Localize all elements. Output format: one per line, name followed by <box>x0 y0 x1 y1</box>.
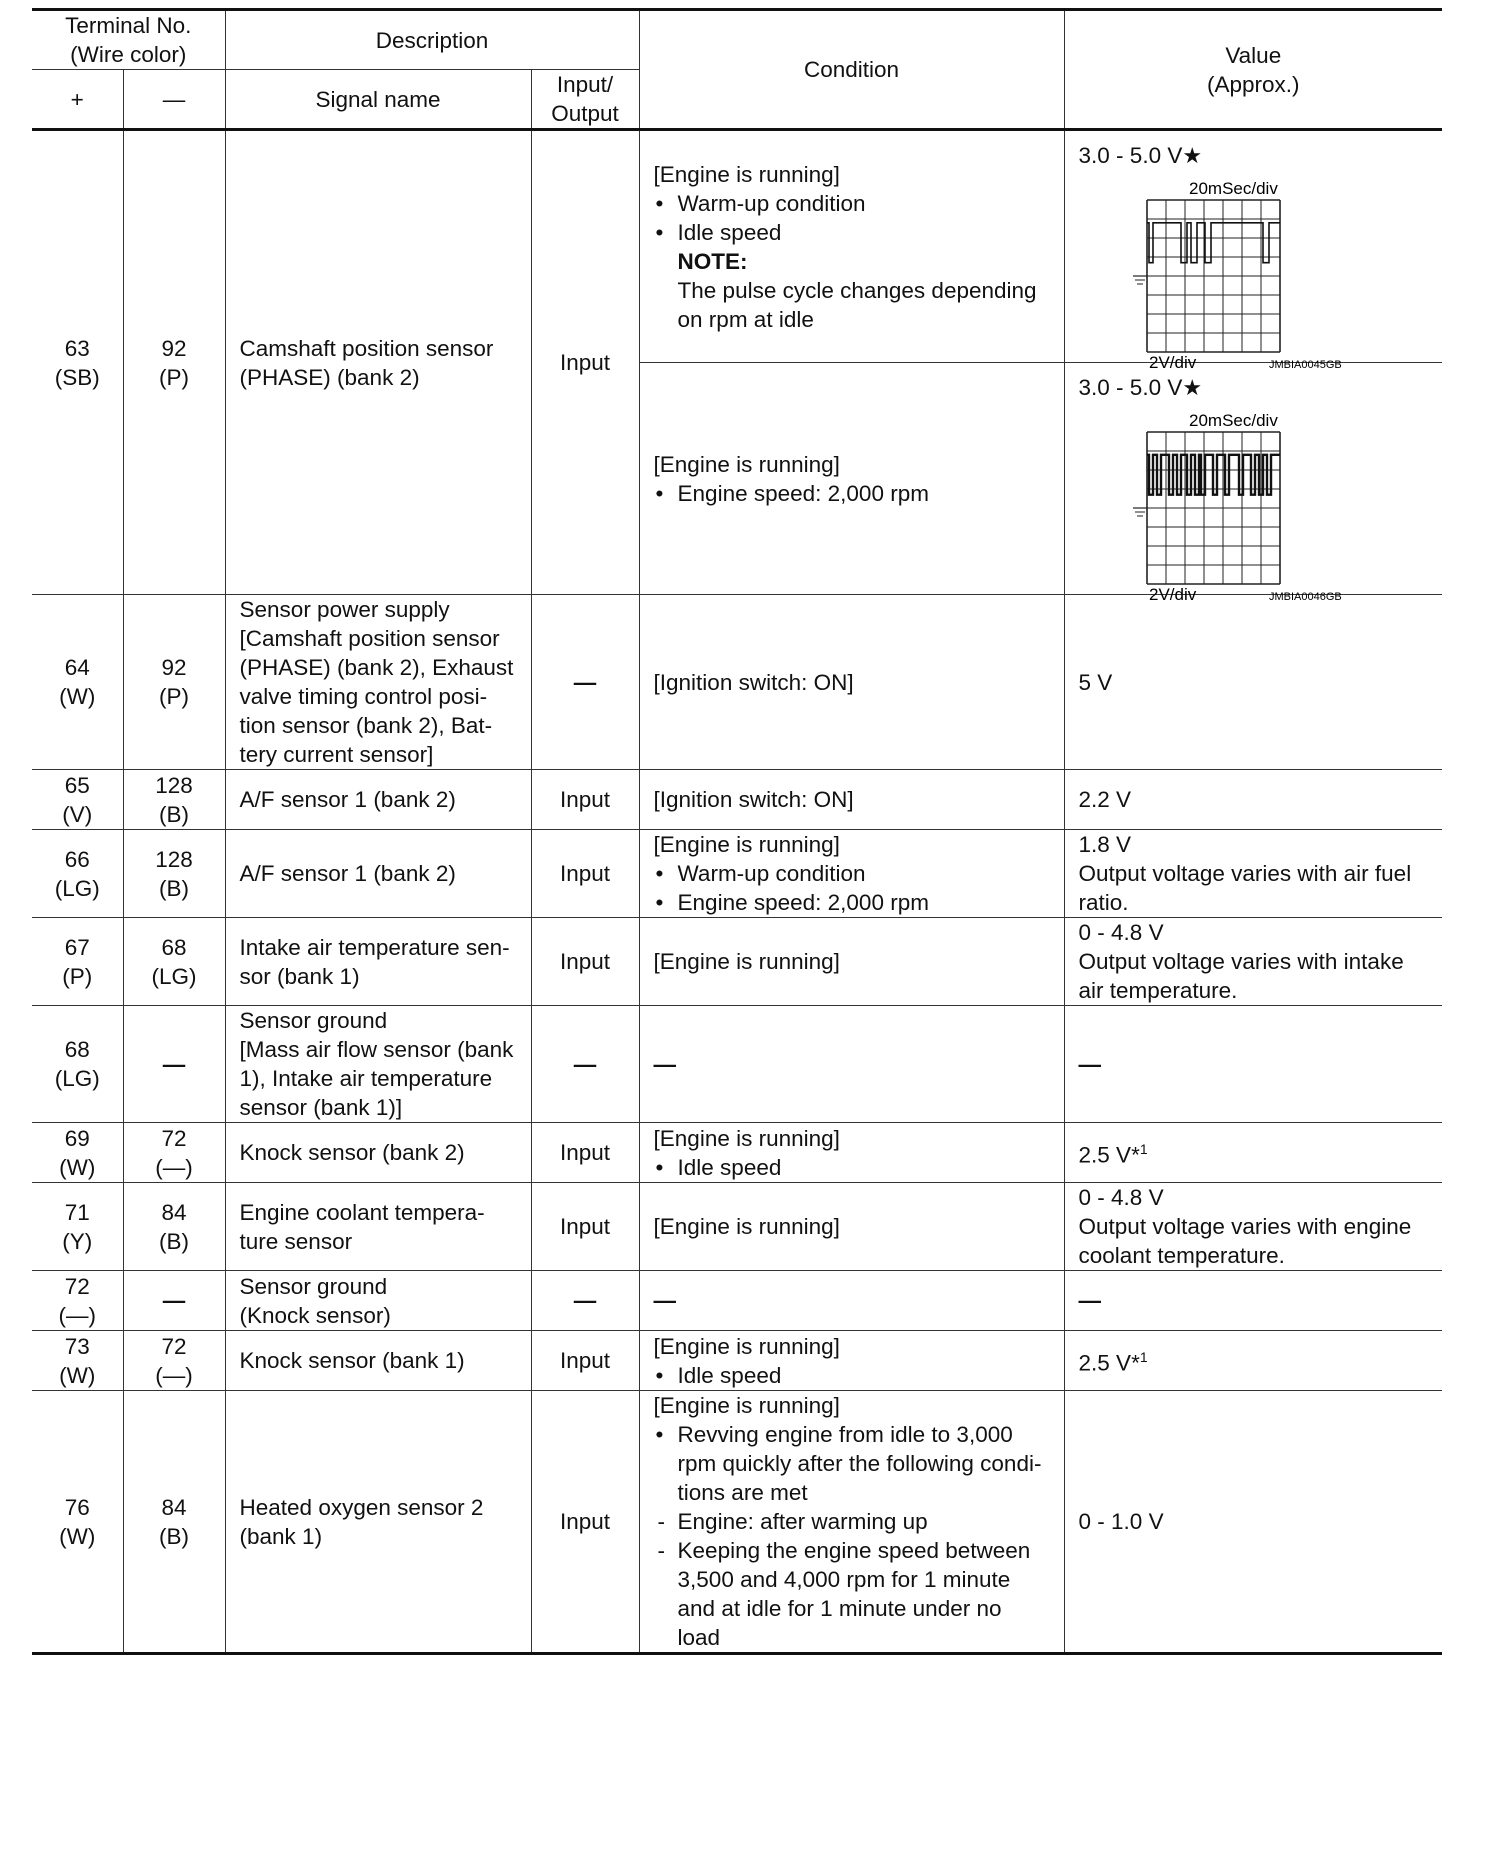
waveform-volt-label: 2V/div <box>1148 353 1196 372</box>
condition-cell <box>639 918 1064 1006</box>
value-text: 2.5 V* <box>1078 1350 1140 1376</box>
value-cell <box>1064 1123 1442 1183</box>
terminal-minus: 72 (—) <box>123 1331 225 1391</box>
signal-name: Heated oxygen sensor 2 (bank 1) <box>225 1391 531 1654</box>
signal-name: Knock sensor (bank 2) <box>225 1123 531 1183</box>
value-text: 1.8 V Output voltage varies with air fuel ratio. <box>1078 832 1412 915</box>
waveform-time-label: 20mSec/div <box>1188 179 1278 198</box>
terminal-minus: — <box>123 1006 225 1123</box>
condition-list <box>654 859 1050 917</box>
input-output: — <box>531 595 639 770</box>
header-minus: — <box>123 70 225 130</box>
signal-name: Intake air temperature sen-sor (bank 1) <box>225 918 531 1006</box>
condition-list <box>654 1361 1050 1390</box>
condition-head: [Engine is running] <box>653 1125 840 1151</box>
input-output: — <box>531 1006 639 1123</box>
condition-cell <box>639 830 1064 918</box>
terminal-plus: 64 (W) <box>32 595 123 770</box>
value-cell <box>1064 130 1442 372</box>
condition-item: • Idle speed <box>654 1361 1050 1390</box>
signal-name: Camshaft position sensor (PHASE) (bank 2) <box>225 130 531 595</box>
terminal-minus: 92 (P) <box>123 130 225 595</box>
signal-name: Knock sensor (bank 1) <box>225 1331 531 1391</box>
condition-cell <box>639 1006 1064 1123</box>
signal-name: Sensor power supply [Camshaft position sensor (PHASE) (bank 2), Exhaust valve timing control posi-tion sensor (bank 2), Bat-tery current sensor] <box>225 595 531 770</box>
value-text: 3.0 - 5.0 V <box>1078 143 1183 168</box>
condition-head: [Engine is running] <box>653 161 840 187</box>
table-row <box>32 130 1442 363</box>
condition-cell <box>639 595 1064 770</box>
header-signal-name: Signal name <box>225 70 531 130</box>
table-row <box>32 595 1442 770</box>
value-text: 2.5 V* <box>1078 1142 1140 1168</box>
header-plus: + <box>32 70 123 130</box>
condition-cell <box>639 1331 1064 1391</box>
terminal-plus: 73 (W) <box>32 1331 123 1391</box>
value-cell <box>1064 830 1442 918</box>
waveform-graph <box>1079 404 1369 604</box>
condition-head: [Engine is running] <box>653 832 840 857</box>
terminal-minus: 84 (B) <box>123 1391 225 1654</box>
condition-head: [Engine is running] <box>653 1393 840 1418</box>
condition-cell <box>639 363 1064 595</box>
condition-head: [Engine is running] <box>653 1214 840 1239</box>
table-row <box>32 1183 1442 1271</box>
condition-item: • Engine speed: 2,000 rpm <box>654 888 1050 917</box>
table-row <box>32 1391 1442 1654</box>
header-value: Value (Approx.) <box>1064 10 1442 130</box>
value-cell <box>1064 1391 1442 1654</box>
condition-list <box>654 1420 1050 1652</box>
waveform-time-label: 20mSec/div <box>1188 411 1278 430</box>
condition-item: • Idle speed <box>654 218 1050 247</box>
value-text: 3.0 - 5.0 V <box>1078 375 1183 400</box>
value-text: 0 - 1.0 V <box>1078 1509 1164 1534</box>
value-cell <box>1064 918 1442 1006</box>
terminal-plus: 63 (SB) <box>32 130 123 595</box>
signal-name: Sensor ground (Knock sensor) <box>225 1271 531 1331</box>
condition-list <box>654 189 1050 247</box>
table-row <box>32 1006 1442 1123</box>
condition-list <box>654 479 1050 508</box>
terminal-plus: 67 (P) <box>32 918 123 1006</box>
input-output: Input <box>531 1183 639 1271</box>
waveform-id: JMBIA0046GB <box>1268 591 1342 603</box>
value-cell <box>1064 595 1442 770</box>
terminal-plus: 69 (W) <box>32 1123 123 1183</box>
terminal-plus: 72 (—) <box>32 1271 123 1331</box>
condition-item: • Warm-up condition <box>654 189 1050 218</box>
terminal-table-page <box>32 8 1442 1655</box>
star-icon: ★ <box>1182 143 1203 168</box>
condition-head: — <box>653 1288 677 1313</box>
waveform-volt-label: 2V/div <box>1148 585 1196 604</box>
condition-cell <box>639 770 1064 830</box>
input-output: Input <box>531 770 639 830</box>
terminal-table <box>32 8 1442 1655</box>
signal-name: A/F sensor 1 (bank 2) <box>225 770 531 830</box>
table-row <box>32 770 1442 830</box>
condition-cell <box>639 1183 1064 1271</box>
condition-item: • Idle speed <box>654 1153 1050 1182</box>
input-output: Input <box>531 1391 639 1654</box>
terminal-minus: 128 (B) <box>123 830 225 918</box>
terminal-plus: 76 (W) <box>32 1391 123 1654</box>
condition-cell <box>639 130 1064 363</box>
condition-head: [Ignition switch: ON] <box>653 669 854 695</box>
table-body <box>32 130 1442 1654</box>
header-terminal: Terminal No. (Wire color) <box>32 10 225 70</box>
value-footnote: 1 <box>1139 1349 1148 1366</box>
value-text: 0 - 4.8 V Output voltage varies with engine coolant temperature. <box>1078 1185 1412 1268</box>
note-label: NOTE: <box>677 248 748 274</box>
header-description: Description <box>225 10 639 70</box>
star-icon: ★ <box>1182 375 1203 400</box>
terminal-minus: 68 (LG) <box>123 918 225 1006</box>
terminal-plus: 68 (LG) <box>32 1006 123 1123</box>
condition-subitem: - Keeping the engine speed between 3,500 and 4,000 rpm for 1 minute and at idle for 1 minute under no load <box>654 1536 1050 1652</box>
condition-subitem: - Engine: after warming up <box>654 1507 1050 1536</box>
terminal-minus: 72 (—) <box>123 1123 225 1183</box>
value-text: — <box>1078 1288 1102 1313</box>
value-text: 2.2 V <box>1078 787 1132 812</box>
table-row <box>32 1331 1442 1391</box>
value-cell <box>1064 1331 1442 1391</box>
note-text: The pulse cycle changes depending on rpm at idle <box>677 277 1037 332</box>
value-cell <box>1064 1006 1442 1123</box>
condition-head: [Engine is running] <box>653 1333 840 1359</box>
condition-list <box>654 1153 1050 1182</box>
input-output: Input <box>531 1331 639 1391</box>
terminal-minus: — <box>123 1271 225 1331</box>
condition-head: — <box>653 1051 677 1077</box>
input-output: Input <box>531 1123 639 1183</box>
table-row <box>32 918 1442 1006</box>
condition-item: • Revving engine from idle to 3,000 rpm quickly after the following condi-tions are met <box>654 1420 1050 1507</box>
terminal-plus: 66 (LG) <box>32 830 123 918</box>
terminal-plus: 71 (Y) <box>32 1183 123 1271</box>
table-row <box>32 1271 1442 1331</box>
header-input-output: Input/ Output <box>531 70 639 130</box>
table-row <box>32 1123 1442 1183</box>
condition-item: • Engine speed: 2,000 rpm <box>654 479 1050 508</box>
signal-name: Engine coolant tempera-ture sensor <box>225 1183 531 1271</box>
value-text: 0 - 4.8 V Output voltage varies with intake air temperature. <box>1078 920 1404 1003</box>
condition-head: [Engine is running] <box>653 451 840 477</box>
input-output: Input <box>531 130 639 595</box>
waveform-id: JMBIA0045GB <box>1268 359 1342 371</box>
terminal-minus: 84 (B) <box>123 1183 225 1271</box>
input-output: — <box>531 1271 639 1331</box>
input-output: Input <box>531 918 639 1006</box>
header-condition: Condition <box>639 10 1064 130</box>
condition-cell <box>639 1123 1064 1183</box>
input-output: Input <box>531 830 639 918</box>
value-cell <box>1064 1183 1442 1271</box>
waveform-graph <box>1079 172 1369 372</box>
value-cell <box>1064 770 1442 830</box>
signal-name: A/F sensor 1 (bank 2) <box>225 830 531 918</box>
condition-cell <box>639 1391 1064 1654</box>
terminal-minus: 128 (B) <box>123 770 225 830</box>
terminal-minus: 92 (P) <box>123 595 225 770</box>
condition-head: [Engine is running] <box>653 949 840 974</box>
value-cell <box>1064 1271 1442 1331</box>
condition-cell <box>639 1271 1064 1331</box>
value-text: — <box>1078 1051 1102 1077</box>
condition-head: [Ignition switch: ON] <box>653 787 854 812</box>
value-footnote: 1 <box>1139 1141 1148 1158</box>
condition-item: • Warm-up condition <box>654 859 1050 888</box>
value-text: 5 V <box>1078 669 1113 695</box>
terminal-plus: 65 (V) <box>32 770 123 830</box>
value-cell <box>1064 363 1442 604</box>
signal-name: Sensor ground [Mass air flow sensor (bank 1), Intake air temperature sensor (bank 1)] <box>225 1006 531 1123</box>
table-row <box>32 830 1442 918</box>
